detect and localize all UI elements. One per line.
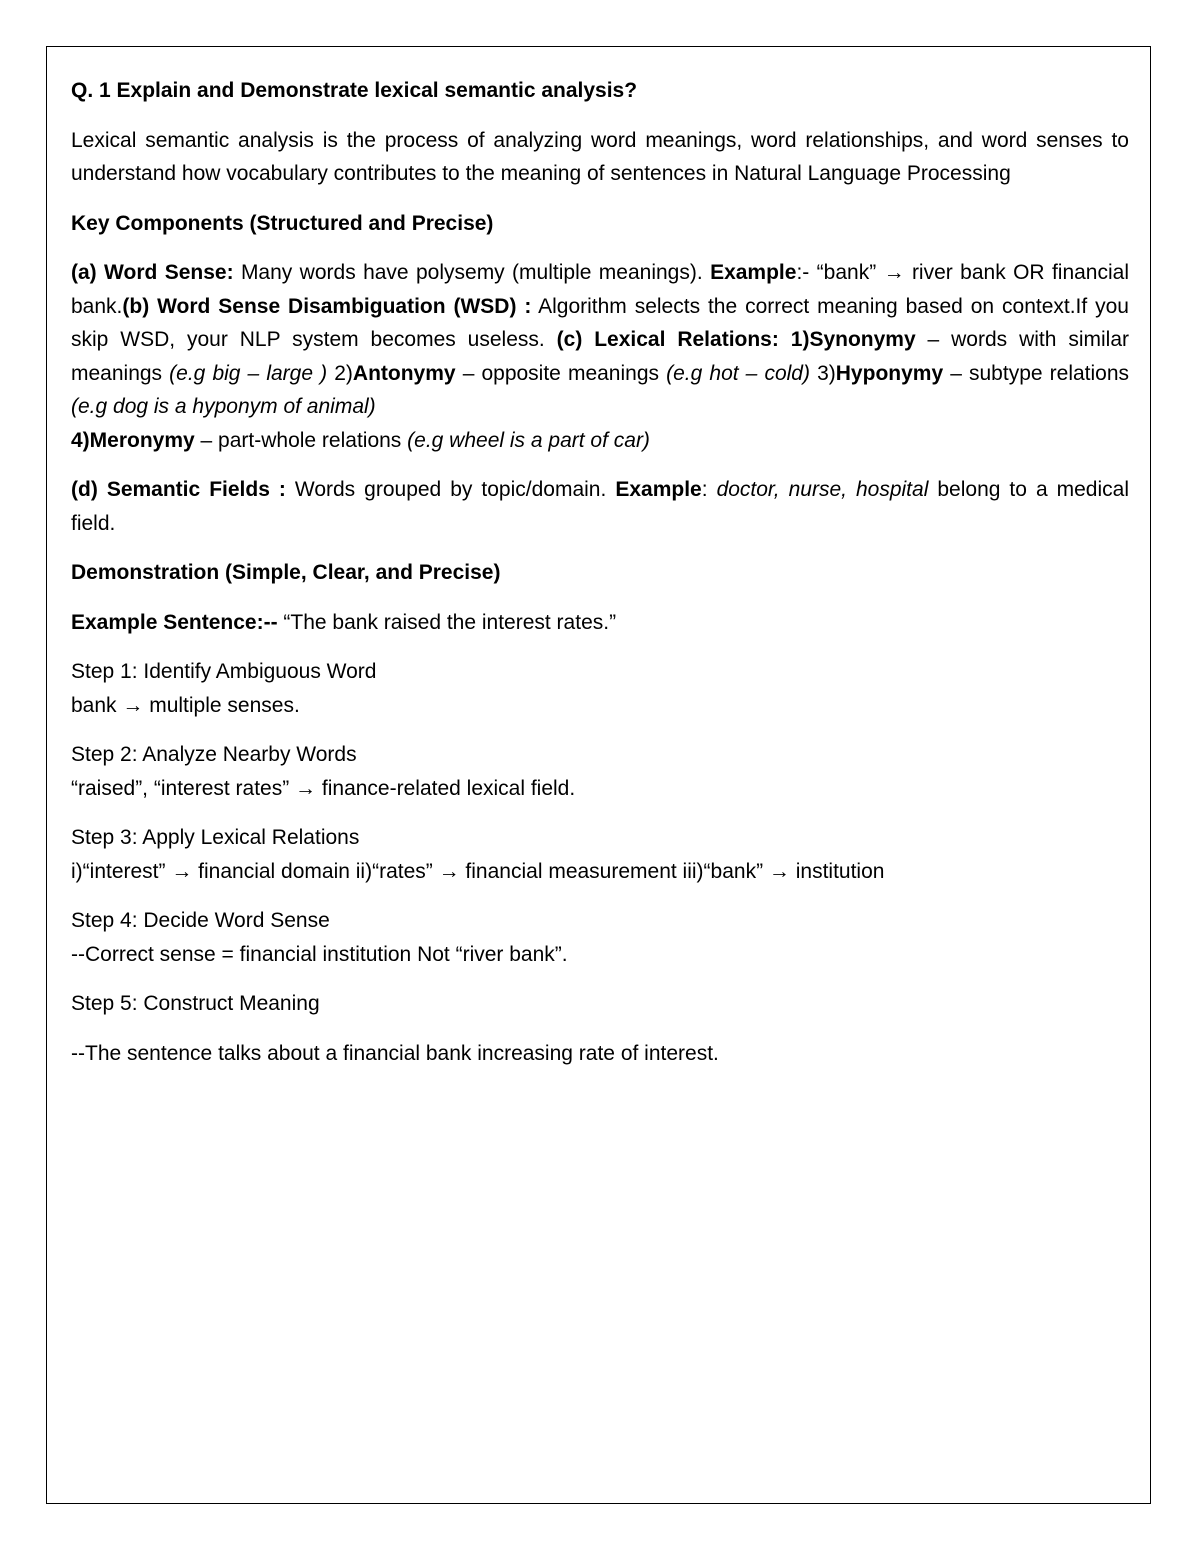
- example-sentence: Example Sentence:-- “The bank raised the interest rates.”: [71, 610, 617, 634]
- lexical-relations-label: (c) Lexical Relations: 1)Synonymy: [556, 328, 916, 351]
- key-components-heading: Key Components (Structured and Precise): [71, 211, 494, 235]
- step-title: Step 4: Decide Word Sense: [71, 909, 330, 932]
- step-1: [71, 655, 1129, 722]
- wsd-label: (b) Word Sense Disambiguation (WSD) :: [122, 294, 532, 318]
- step-title: Step 3: Apply Lexical Relations: [71, 826, 360, 849]
- step-title: Step 5: Construct Meaning: [71, 992, 320, 1015]
- step-title: Step 2: Analyze Nearby Words: [71, 743, 357, 766]
- key-components-paragraph: (a) Word Sense: Many words have polysemy (multiple meanings). Example:- “bank” → river bank OR financial bank.(b) Word Sense Disambiguation (WSD) : Algorithm selects the correct meaning based on context.If you skip WSD, your NLP system becomes useless. (c) Lexical Relations: 1)Synonymy – words with similar meanings (e.g big – large ) 2)Antonymy – opposite meanings (e.g hot – cold) 3)Hyponymy – subtype relations (e.g dog is a hyponym of animal) 4)Meronymy – part-whole relations (e.g wheel is a part of car): [71, 261, 1130, 452]
- question-title: Q. 1 Explain and Demonstrate lexical semantic analysis?: [71, 79, 638, 102]
- word-sense-label: (a) Word Sense:: [71, 261, 234, 284]
- step-2: [71, 738, 1129, 805]
- step-3: [71, 821, 1129, 888]
- semantic-fields-paragraph: (d) Semantic Fields : Words grouped by topic/domain. Example: doctor, nurse, hospital belong to a medical field.: [71, 478, 1129, 535]
- step-detail: bank → multiple senses.: [71, 693, 300, 717]
- step-detail: i)“interest” → financial domain ii)“rates” → financial measurement iii)“bank” → institution: [71, 859, 885, 883]
- step-title: Step 1: Identify Ambiguous Word: [71, 660, 377, 683]
- demonstration-heading: Demonstration (Simple, Clear, and Precise): [71, 561, 501, 584]
- step-detail: --Correct sense = financial institution Not “river bank”.: [71, 942, 568, 966]
- step-4: [71, 904, 1129, 971]
- step-5: [71, 987, 1129, 1021]
- intro-paragraph: Lexical semantic analysis is the process of analyzing word meanings, word relationships, and word senses to understand how vocabulary contributes to the meaning of sentences in Natural Language Processing: [71, 128, 1129, 185]
- conclusion: --The sentence talks about a financial bank increasing rate of interest.: [71, 1041, 719, 1065]
- step-detail: “raised”, “interest rates” → finance-related lexical field.: [71, 776, 576, 800]
- document-body: [71, 74, 1129, 1086]
